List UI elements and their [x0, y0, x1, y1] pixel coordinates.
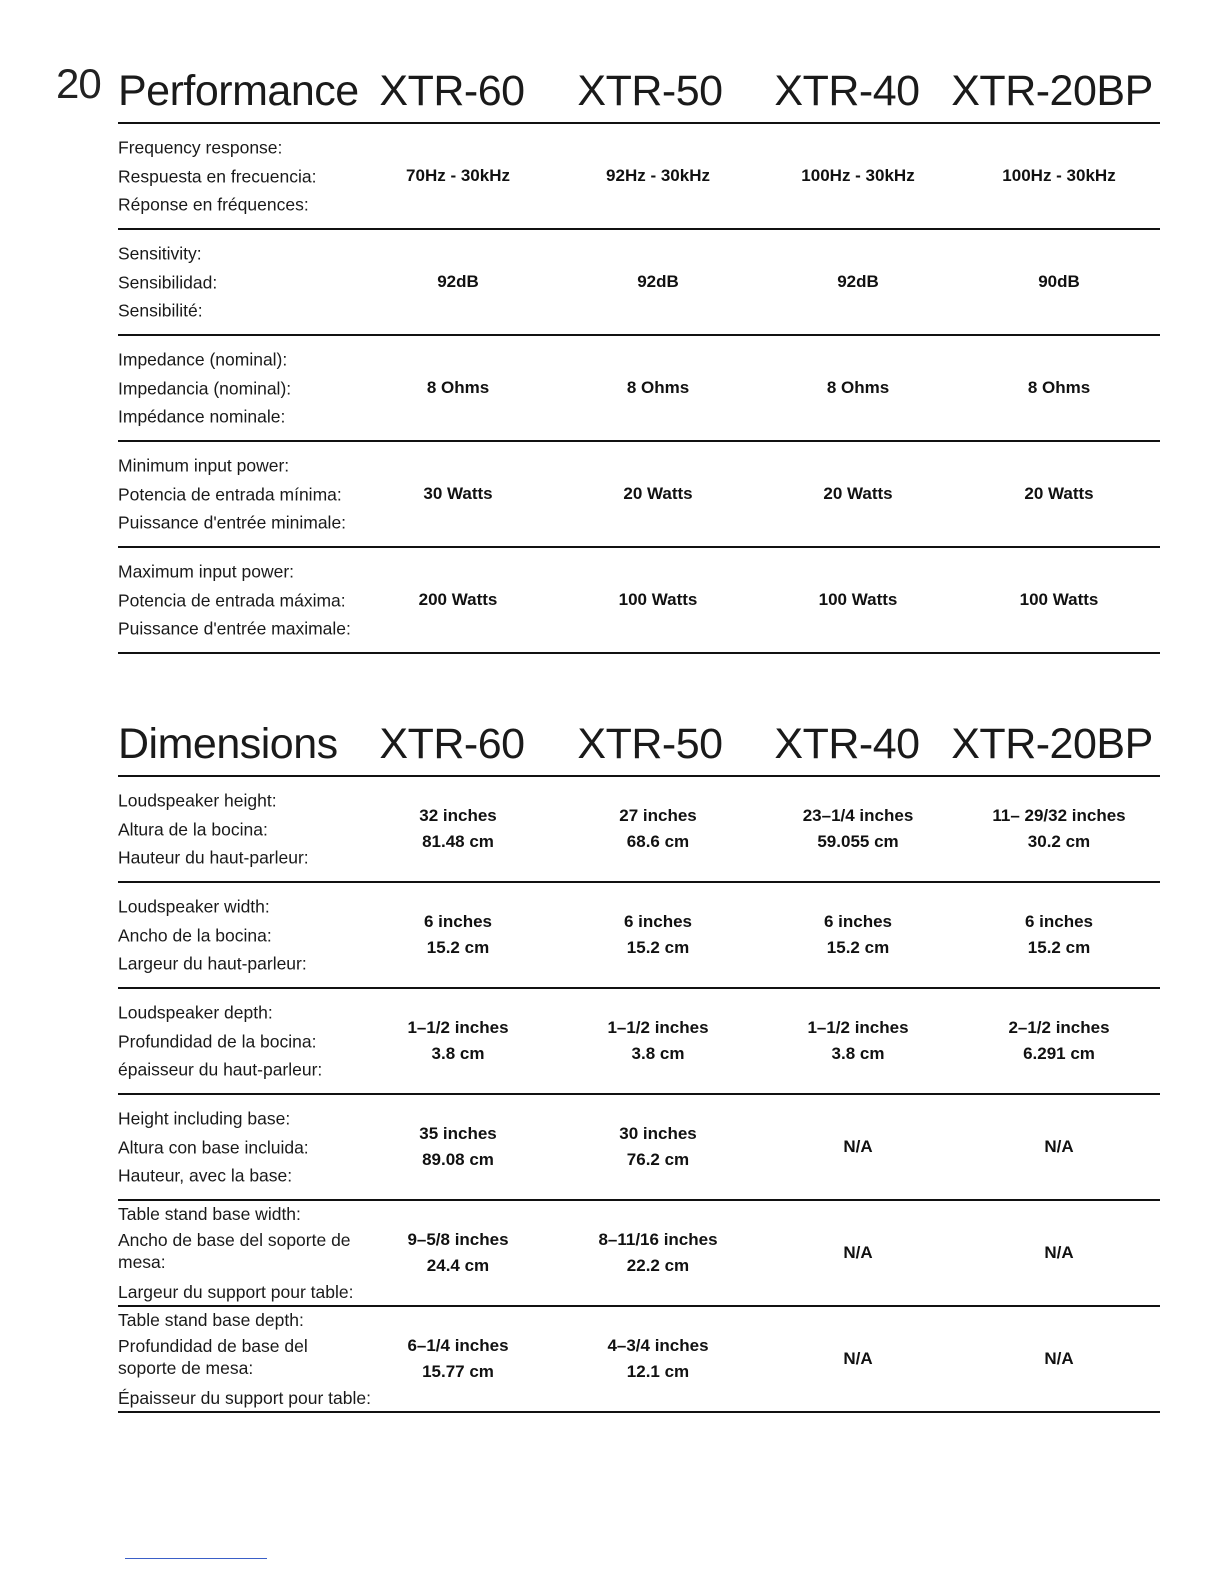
- value-text: 1–1/2 inches: [607, 1018, 709, 1037]
- performance-header: [118, 52, 1160, 122]
- value-text: 30 Watts: [423, 484, 493, 503]
- value-text: 1–1/2 inches: [407, 1018, 509, 1037]
- value-text: 81.48 cm: [422, 832, 494, 851]
- row-label: Ancho de base del soporte de mesa:: [118, 1229, 351, 1272]
- value-text: 15.2 cm: [826, 938, 890, 957]
- row-label: Table stand base depth:: [118, 1310, 304, 1330]
- row-labels: [118, 786, 368, 872]
- value-text: 20 Watts: [1024, 484, 1094, 503]
- value-cell-xtr-20bp: [1044, 1240, 1073, 1266]
- value-text: 6–1/4 inches: [407, 1336, 509, 1355]
- value-cell-xtr-40: [827, 375, 889, 401]
- value-text: 70Hz - 30kHz: [406, 166, 510, 185]
- value-text: 100Hz - 30kHz: [1002, 166, 1116, 185]
- value-cell-xtr-60: [419, 1121, 497, 1173]
- value-text: 8 Ohms: [626, 378, 690, 397]
- value-cell-xtr-20bp: [1024, 481, 1093, 507]
- value-cell-xtr-60: [437, 269, 479, 295]
- value-text: 59.055 cm: [817, 832, 899, 851]
- value-cell-xtr-40: [824, 909, 892, 961]
- row-label: Épaisseur du support pour table:: [118, 1387, 371, 1408]
- value-text: 3.8 cm: [431, 1044, 485, 1063]
- row-label: Respuesta en frecuencia:: [118, 165, 317, 186]
- row-labels: [118, 1306, 371, 1412]
- row-labels: [118, 345, 368, 431]
- value-cell-xtr-40: [843, 1346, 872, 1372]
- row-labels: [118, 892, 368, 978]
- row-label: Height including base:: [118, 1108, 291, 1129]
- value-cell-xtr-20bp: [1025, 909, 1093, 961]
- value-text: 100 Watts: [1019, 590, 1099, 609]
- row-label: Ancho de la bocina:: [118, 924, 272, 945]
- value-cell-xtr-40: [823, 481, 892, 507]
- row-label: Sensitivity:: [118, 243, 202, 264]
- row-label: Frequency response:: [118, 137, 283, 158]
- row-labels: [118, 239, 368, 325]
- value-text: 20 Watts: [623, 484, 693, 503]
- row-label: Sensibilidad:: [118, 271, 218, 292]
- row-label: Maximum input power:: [118, 561, 295, 582]
- performance-model-xtr20bp: XTR-20BP: [951, 67, 1153, 115]
- dimensions-section: [118, 708, 1160, 1413]
- value-text: 90dB: [1038, 272, 1080, 291]
- value-text: 1–1/2 inches: [807, 1018, 909, 1037]
- value-text: N/A: [1044, 1349, 1074, 1368]
- value-text: 8 Ohms: [826, 378, 890, 397]
- performance-row: [118, 336, 1160, 442]
- value-text: 92dB: [437, 272, 479, 291]
- dimensions-model-xtr40: XTR-40: [774, 720, 920, 768]
- value-cell-xtr-20bp: [992, 803, 1125, 855]
- value-cell-xtr-20bp: [1044, 1134, 1073, 1160]
- value-text: 92Hz - 30kHz: [606, 166, 710, 185]
- value-cell-xtr-50: [624, 909, 692, 961]
- value-text: 8 Ohms: [1027, 378, 1091, 397]
- row-label: Potencia de entrada mínima:: [118, 483, 342, 504]
- value-cell-xtr-20bp: [1028, 375, 1090, 401]
- row-label: Puissance d'entrée minimale:: [118, 512, 347, 533]
- value-text: 15.2 cm: [626, 938, 690, 957]
- value-text: 11– 29/32 inches: [992, 806, 1126, 825]
- row-label: Potencia de entrada máxima:: [118, 589, 346, 610]
- value-cell-xtr-60: [423, 481, 492, 507]
- value-text: 89.08 cm: [422, 1150, 494, 1169]
- dimensions-model-xtr20bp: XTR-20BP: [951, 720, 1153, 768]
- row-label: Table stand base width:: [118, 1204, 301, 1224]
- row-label: Profundidad de la bocina:: [118, 1030, 317, 1051]
- value-cell-xtr-40: [843, 1240, 872, 1266]
- value-text: 8 Ohms: [426, 378, 490, 397]
- value-cell-xtr-20bp: [1044, 1346, 1073, 1372]
- row-labels: [118, 998, 368, 1084]
- value-text: 76.2 cm: [626, 1150, 690, 1169]
- value-cell-xtr-50: [607, 1333, 708, 1385]
- value-text: 32 inches: [419, 806, 497, 825]
- value-text: 12.1 cm: [626, 1362, 690, 1381]
- value-text: 200 Watts: [418, 590, 498, 609]
- value-text: 100 Watts: [618, 590, 698, 609]
- value-text: 15.77 cm: [422, 1362, 494, 1381]
- row-label: Impedancia (nominal):: [118, 377, 292, 398]
- value-text: 23–1/4 inches: [802, 806, 914, 825]
- value-text: N/A: [1044, 1137, 1074, 1156]
- value-text: 9–5/8 inches: [407, 1230, 509, 1249]
- dimensions-row: [118, 883, 1160, 989]
- value-cell-xtr-50: [598, 1227, 717, 1279]
- dimensions-model-xtr60: XTR-60: [379, 720, 525, 768]
- value-cell-xtr-60: [407, 1015, 508, 1067]
- dimensions-row: [118, 777, 1160, 883]
- value-text: 2–1/2 inches: [1008, 1018, 1110, 1037]
- value-text: 92dB: [637, 272, 679, 291]
- value-text: 15.2 cm: [426, 938, 490, 957]
- performance-table: [118, 124, 1160, 654]
- value-cell-xtr-40: [837, 269, 879, 295]
- row-label: Puissance d'entrée maximale:: [118, 618, 351, 639]
- value-text: N/A: [843, 1243, 873, 1262]
- value-cell-xtr-20bp: [1038, 269, 1080, 295]
- performance-row: [118, 230, 1160, 336]
- value-text: 22.2 cm: [626, 1256, 690, 1275]
- value-text: 68.6 cm: [626, 832, 690, 851]
- value-cell-xtr-50: [623, 481, 692, 507]
- page-number: 20: [56, 60, 101, 107]
- value-text: 100 Watts: [818, 590, 898, 609]
- value-cell-xtr-50: [627, 375, 689, 401]
- performance-model-xtr60: XTR-60: [379, 67, 525, 115]
- value-text: N/A: [843, 1349, 873, 1368]
- dimensions-model-xtr50: XTR-50: [577, 720, 723, 768]
- value-cell-xtr-60: [419, 587, 498, 613]
- value-text: 100Hz - 30kHz: [801, 166, 915, 185]
- value-text: 3.8 cm: [831, 1044, 885, 1063]
- value-cell-xtr-40: [801, 163, 914, 189]
- row-label: Minimum input power:: [118, 455, 290, 476]
- row-labels: [118, 1200, 368, 1306]
- row-labels: [118, 557, 368, 643]
- value-text: 6 inches: [423, 912, 493, 931]
- value-cell-xtr-60: [419, 803, 497, 855]
- row-label: Loudspeaker width:: [118, 896, 270, 917]
- value-cell-xtr-50: [607, 1015, 708, 1067]
- value-cell-xtr-20bp: [1008, 1015, 1109, 1067]
- row-label: Sensibilité:: [118, 300, 203, 321]
- value-cell-xtr-20bp: [1002, 163, 1115, 189]
- value-text: 4–3/4 inches: [607, 1336, 709, 1355]
- value-cell-xtr-50: [619, 587, 698, 613]
- performance-row: [118, 548, 1160, 654]
- value-text: N/A: [843, 1137, 873, 1156]
- value-text: 6 inches: [623, 912, 693, 931]
- performance-row: [118, 442, 1160, 548]
- row-label: Largeur du haut-parleur:: [118, 953, 307, 974]
- value-text: 6 inches: [1024, 912, 1094, 931]
- row-label: Altura con base incluida:: [118, 1136, 309, 1157]
- row-labels: [118, 451, 368, 537]
- row-labels: [118, 133, 368, 219]
- value-cell-xtr-40: [843, 1134, 872, 1160]
- performance-title: Performance: [118, 67, 359, 115]
- value-cell-xtr-60: [407, 1227, 508, 1279]
- value-text: 27 inches: [619, 806, 697, 825]
- row-label: Largeur du support pour table:: [118, 1281, 354, 1302]
- performance-model-xtr40: XTR-40: [774, 67, 920, 115]
- footer-rule: [125, 1558, 267, 1559]
- value-text: 8–11/16 inches: [598, 1230, 718, 1249]
- row-label: Altura de la bocina:: [118, 818, 268, 839]
- row-labels: [118, 1104, 368, 1190]
- dimensions-row: [118, 1095, 1160, 1201]
- row-label: Impedance (nominal):: [118, 349, 288, 370]
- performance-row: [118, 124, 1160, 230]
- dimensions-table: [118, 777, 1160, 1413]
- value-cell-xtr-60: [406, 163, 510, 189]
- performance-model-xtr50: XTR-50: [577, 67, 723, 115]
- value-text: 3.8 cm: [631, 1044, 685, 1063]
- value-text: 15.2 cm: [1027, 938, 1091, 957]
- value-cell-xtr-50: [606, 163, 710, 189]
- value-cell-xtr-60: [427, 375, 489, 401]
- value-text: 24.4 cm: [426, 1256, 490, 1275]
- row-label: Impédance nominale:: [118, 406, 286, 427]
- value-cell-xtr-40: [819, 587, 898, 613]
- value-text: 6 inches: [823, 912, 893, 931]
- value-text: 30.2 cm: [1027, 832, 1091, 851]
- row-label: Réponse en fréquences:: [118, 194, 309, 215]
- value-cell-xtr-60: [424, 909, 492, 961]
- value-cell-xtr-50: [637, 269, 679, 295]
- row-label: Hauteur, avec la base:: [118, 1165, 293, 1186]
- value-text: 30 inches: [619, 1124, 697, 1143]
- row-label: Hauteur du haut-parleur:: [118, 847, 309, 868]
- row-label: Profundidad de base del soporte de mesa:: [118, 1335, 308, 1378]
- row-label: épaisseur du haut-parleur:: [118, 1059, 323, 1080]
- value-text: N/A: [1044, 1243, 1074, 1262]
- dimensions-header: [118, 708, 1160, 775]
- value-cell-xtr-60: [407, 1333, 508, 1385]
- value-text: 92dB: [837, 272, 879, 291]
- value-cell-xtr-40: [803, 803, 914, 855]
- dimensions-title: Dimensions: [118, 720, 338, 768]
- value-text: 35 inches: [419, 1124, 497, 1143]
- dimensions-row: [118, 1201, 1160, 1307]
- value-cell-xtr-50: [619, 803, 697, 855]
- performance-section: [118, 52, 1160, 654]
- row-label: Loudspeaker depth:: [118, 1002, 273, 1023]
- value-cell-xtr-40: [807, 1015, 908, 1067]
- value-text: 6.291 cm: [1023, 1044, 1095, 1063]
- value-cell-xtr-20bp: [1020, 587, 1099, 613]
- dimensions-row: [118, 1307, 1160, 1413]
- value-text: 20 Watts: [823, 484, 893, 503]
- row-label: Loudspeaker height:: [118, 790, 277, 811]
- value-cell-xtr-50: [619, 1121, 697, 1173]
- dimensions-row: [118, 989, 1160, 1095]
